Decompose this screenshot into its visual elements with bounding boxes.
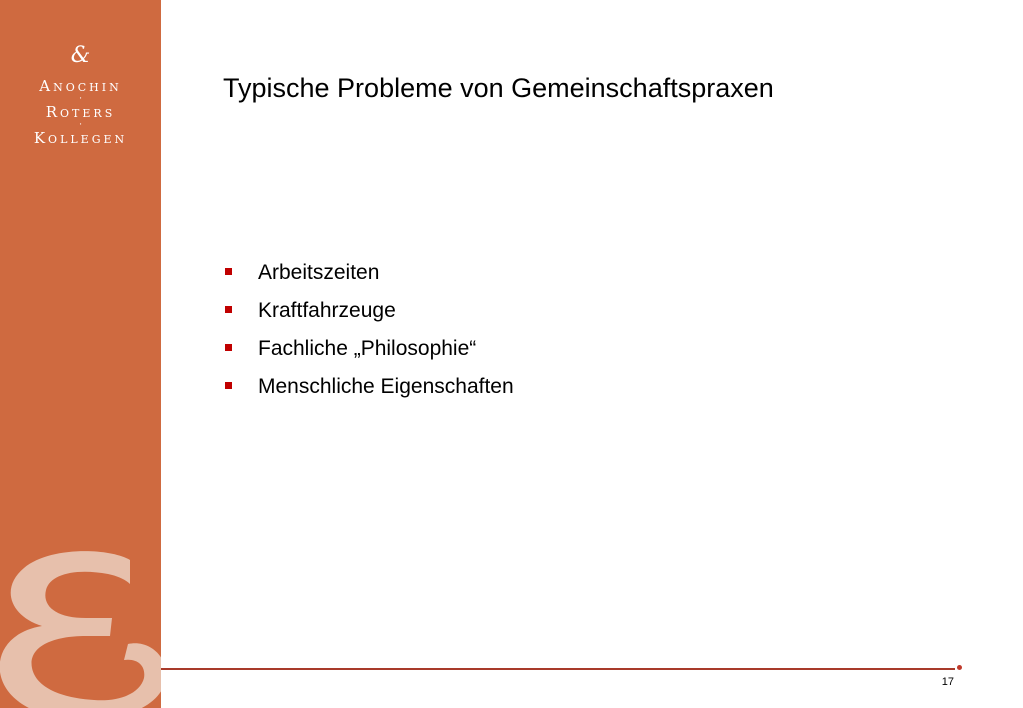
list-item-text: Fachliche „Philosophie“	[258, 337, 477, 360]
logo-line-anochin: Anochin	[39, 77, 122, 95]
square-bullet-icon	[225, 306, 232, 313]
logo-separator: ·	[79, 120, 82, 130]
footer-divider	[161, 668, 955, 670]
list-item	[223, 332, 514, 370]
bullet-list	[223, 256, 514, 408]
logo-line-kollegen: Kollegen	[33, 129, 128, 147]
square-bullet-icon	[225, 382, 232, 389]
list-item	[223, 370, 514, 408]
list-item	[223, 294, 514, 332]
list-item	[223, 256, 514, 294]
slide-title: Typische Probleme von Gemeinschaftspraxen	[223, 73, 774, 103]
company-logo	[0, 44, 161, 147]
page-number: 17	[941, 676, 954, 688]
list-item-text: Menschliche Eigenschaften	[258, 375, 514, 398]
sidebar	[0, 0, 161, 708]
list-item-text: Kraftfahrzeuge	[258, 299, 396, 322]
footer-dot-icon	[957, 665, 962, 670]
logo-ampersand: &	[70, 43, 91, 68]
ampersand-watermark-icon	[0, 540, 161, 708]
list-item-text: Arbeitszeiten	[258, 261, 380, 284]
logo-separator: ·	[79, 94, 82, 104]
square-bullet-icon	[225, 268, 232, 275]
square-bullet-icon	[225, 344, 232, 351]
logo-line-roters: Roters	[45, 103, 116, 121]
